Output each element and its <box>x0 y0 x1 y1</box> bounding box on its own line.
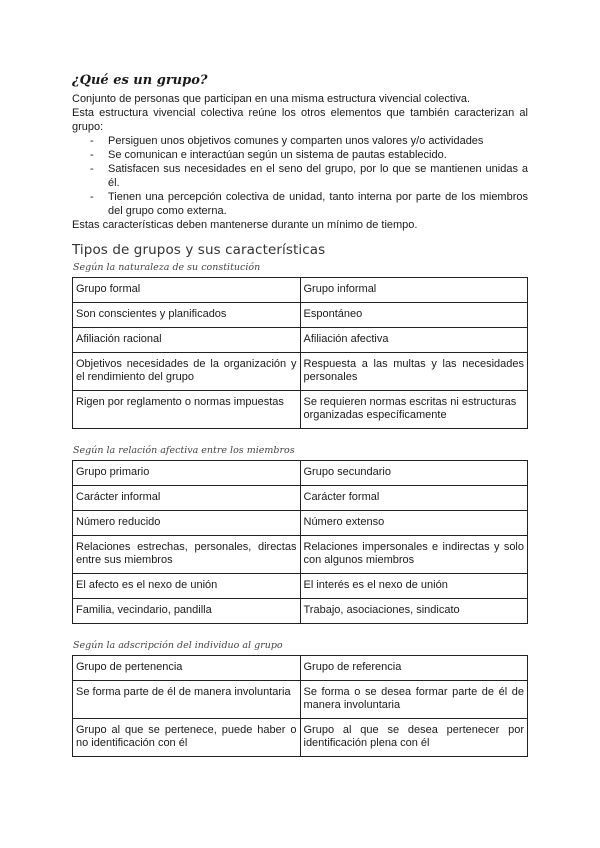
table-subtitle: Según la adscripción del individuo al grupo <box>73 640 283 651</box>
table-cell: Grupo secundario <box>300 461 528 486</box>
table-cell: Afiliación afectiva <box>300 328 528 353</box>
table-row <box>73 511 528 536</box>
table-row <box>73 353 528 391</box>
groups-table-affective <box>72 460 528 624</box>
list-item: - Tienen una percepción colectiva de unidad, tanto interna por parte de los miembros del grupo como externa. <box>72 190 528 218</box>
definition-text: Conjunto de personas que participan en una misma estructura vivencial colectiva. <box>72 93 471 105</box>
table-cell: Relaciones impersonales e indirectas y solo con algunos miembros <box>300 536 528 574</box>
list-item: - Satisfacen sus necesidades en el seno del grupo, por lo que se mantienen unidas a él. <box>72 162 528 190</box>
table-cell: Número reducido <box>73 511 301 536</box>
table-cell: Afiliación racional <box>73 328 301 353</box>
table-cell: Se forma parte de él de manera involuntaria <box>73 681 301 719</box>
table-cell: Grupo informal <box>300 278 528 303</box>
table-subtitle: Según la naturaleza de su constitución <box>73 262 261 273</box>
table-row <box>73 303 528 328</box>
table-row <box>73 328 528 353</box>
table-row <box>73 486 528 511</box>
table-cell: Grupo al que se desea pertenecer por identificación plena con él <box>300 719 528 757</box>
table-row <box>73 719 528 757</box>
table-cell: Trabajo, asociaciones, sindicato <box>300 599 528 624</box>
page-title: ¿Qué es un grupo? <box>72 73 208 88</box>
table-cell: Carácter informal <box>73 486 301 511</box>
table-cell: Se forma o se desea formar parte de él de manera involuntaria <box>300 681 528 719</box>
table-row <box>73 574 528 599</box>
table-row <box>73 391 528 429</box>
table-cell: Carácter formal <box>300 486 528 511</box>
table-cell: Grupo formal <box>73 278 301 303</box>
table-cell: Relaciones estrechas, personales, directas entre sus miembros <box>73 536 301 574</box>
table-row <box>73 656 528 681</box>
intro-text: Esta estructura vivencial colectiva reúne los otros elementos que también caracterizan al grupo: <box>72 107 528 133</box>
groups-table-adscription <box>72 655 528 757</box>
table-cell: Son conscientes y planificados <box>73 303 301 328</box>
list-item: - Persiguen unos objetivos comunes y comparten unos valores y/o actividades <box>72 134 528 148</box>
table-cell: Respuesta a las multas y las necesidades personales <box>300 353 528 391</box>
document-content <box>72 72 528 757</box>
table-cell: El interés es el nexo de unión <box>300 574 528 599</box>
table-cell: El afecto es el nexo de unión <box>73 574 301 599</box>
table-cell: Grupo al que se pertenece, puede haber o no identificación con él <box>73 719 301 757</box>
section-title: Tipos de grupos y sus características <box>72 242 326 258</box>
groups-table-constitution <box>72 277 528 429</box>
table-cell: Grupo primario <box>73 461 301 486</box>
list-item: - Se comunican e interactúan según un sistema de pautas establecido. <box>72 148 528 162</box>
table-cell: Objetivos necesidades de la organización y el rendimiento del grupo <box>73 353 301 391</box>
table-cell: Número extenso <box>300 511 528 536</box>
table-cell: Espontáneo <box>300 303 528 328</box>
closing-text: Estas características deben mantenerse durante un mínimo de tiempo. <box>72 219 418 231</box>
table-cell: Se requieren normas escritas ni estructuras organizadas específicamente <box>300 391 528 429</box>
table-cell: Grupo de pertenencia <box>73 656 301 681</box>
table-cell: Rigen por reglamento o normas impuestas <box>73 391 301 429</box>
table-row <box>73 461 528 486</box>
table-row <box>73 536 528 574</box>
table-cell: Familia, vecindario, pandilla <box>73 599 301 624</box>
table-row <box>73 681 528 719</box>
table-row <box>73 599 528 624</box>
table-subtitle: Según la relación afectiva entre los miembros <box>73 445 295 456</box>
characteristics-list <box>72 134 528 218</box>
table-row <box>73 278 528 303</box>
table-cell: Grupo de referencia <box>300 656 528 681</box>
